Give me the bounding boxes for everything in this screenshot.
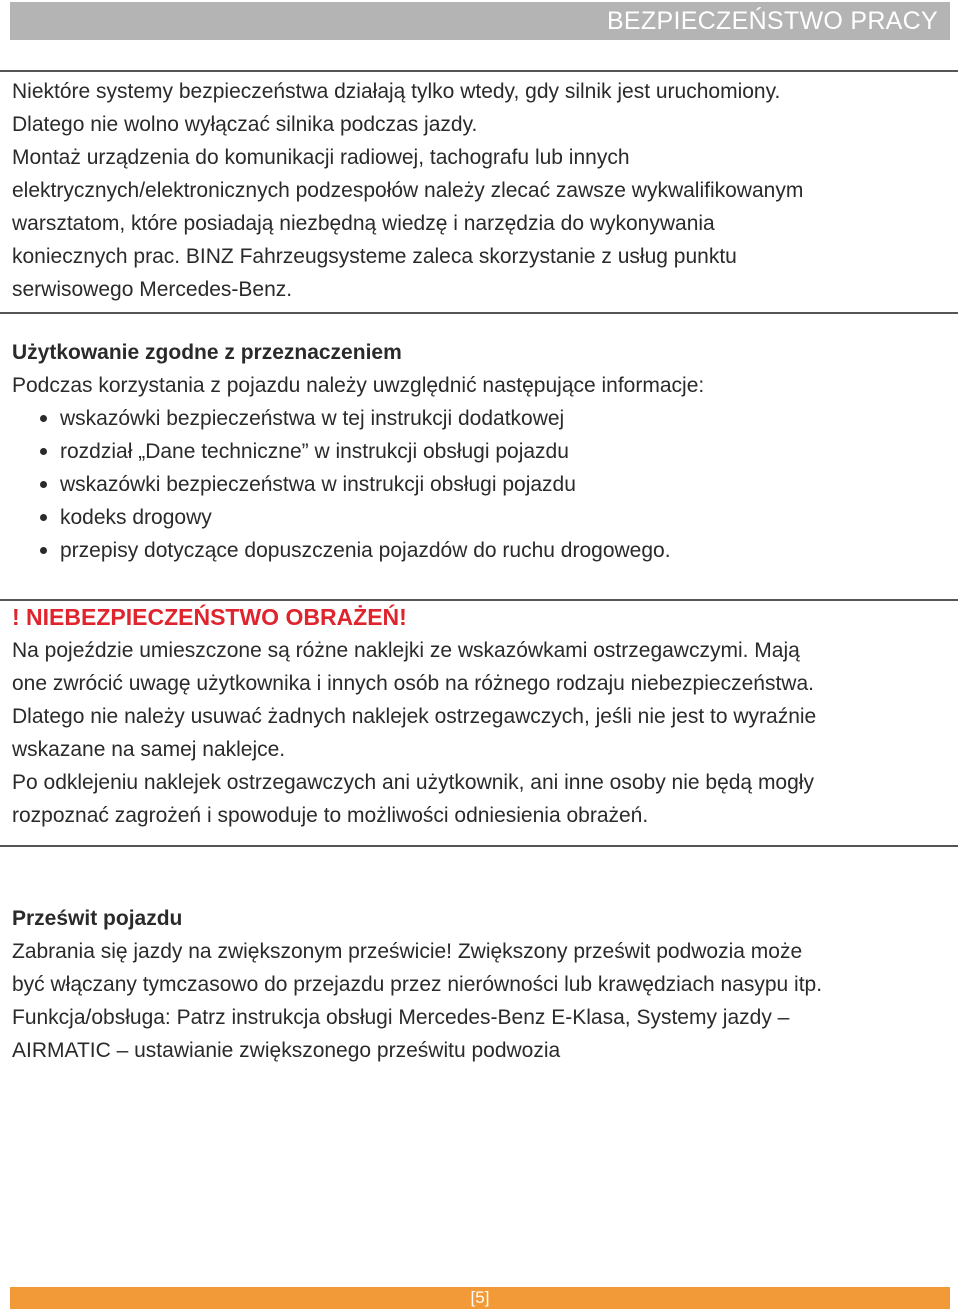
text-line: serwisowego Mercedes-Benz.	[12, 278, 293, 301]
danger-text	[0, 634, 958, 832]
list-item	[12, 501, 952, 534]
text-line: Zabrania się jazdy na zwiększonym prześwicie! Zwiększony prześwit podwozia może	[12, 940, 803, 963]
list-item-label: przepisy dotyczące dopuszczenia pojazdów do ruchu drogowego.	[60, 539, 671, 562]
engine-notice-text	[0, 72, 958, 306]
text-line: wskazane na samej naklejce.	[12, 738, 286, 761]
footer-bar	[10, 1287, 950, 1309]
text-line: koniecznych prac. BINZ Fahrzeugsysteme zaleca skorzystanie z usług punktu	[12, 245, 737, 268]
text-line: Dlatego nie wolno wyłączać silnika podczas jazdy.	[12, 113, 478, 136]
intended-use-section	[12, 336, 952, 567]
text-line: one zwrócić uwagę użytkownika i innych osób na różnego rodzaju niebezpieczeństwa.	[12, 672, 814, 695]
list-item-label: wskazówki bezpieczeństwa w instrukcji obsługi pojazdu	[60, 473, 576, 496]
bullet-icon	[40, 481, 47, 488]
bullet-icon	[40, 514, 47, 521]
header-bar	[10, 2, 950, 40]
text-line: Funkcja/obsługa: Patrz instrukcja obsługi Mercedes-Benz E-Klasa, Systemy jazdy –	[12, 1006, 790, 1029]
bullet-icon	[40, 415, 47, 422]
bullet-icon	[40, 547, 47, 554]
list-item	[12, 435, 952, 468]
list-item	[12, 402, 952, 435]
text-line: Niektóre systemy bezpieczeństwa działają tylko wtedy, gdy silnik jest uruchomiony.	[12, 80, 781, 103]
list-item-label: rozdział „Dane techniczne” w instrukcji obsługi pojazdu	[60, 440, 569, 463]
text-line: być włączany tymczasowo do przejazdu przez nierówności lub krawędziach nasypu itp.	[12, 973, 823, 996]
text-line: Montaż urządzenia do komunikacji radiowej, tachografu lub innych	[12, 146, 630, 169]
text-line: AIRMATIC – ustawianie zwiększonego prześwitu podwozia	[12, 1039, 561, 1062]
text-line: rozpoznać zagrożeń i spowoduje to możliwości odniesienia obrażeń.	[12, 804, 649, 827]
text-line: elektrycznych/elektronicznych podzespołów należy zlecać zawsze wykwalifikowanym	[12, 179, 804, 202]
ground-clearance-section	[12, 902, 952, 1067]
text-line: warsztatom, które posiadają niezbędną wiedzę i narzędzia do wykonywania	[12, 212, 715, 235]
section-heading: Użytkowanie zgodne z przeznaczeniem	[12, 341, 402, 364]
text-line: Po odklejeniu naklejek ostrzegawczych ani użytkownik, ani inne osoby nie będą mogły	[12, 771, 814, 794]
list-item-label: wskazówki bezpieczeństwa w tej instrukcji dodatkowej	[60, 407, 565, 430]
intro-text: Podczas korzystania z pojazdu należy uwzględnić następujące informacje:	[12, 374, 705, 397]
page-title: BEZPIECZEŃSTWO PRACY	[606, 7, 938, 35]
list-item	[12, 468, 952, 501]
bullet-icon	[40, 448, 47, 455]
page-number: [5]	[470, 1288, 490, 1307]
section-heading: Prześwit pojazdu	[12, 907, 183, 930]
danger-warning-box	[0, 599, 958, 847]
text-line: Na pojeździe umieszczone są różne naklejki ze wskazówkami ostrzegawczymi. Mają	[12, 639, 800, 662]
bullet-list	[12, 402, 952, 567]
danger-heading: ! NIEBEZPIECZEŃSTWO OBRAŻEŃ!	[12, 604, 407, 630]
list-item	[12, 534, 952, 567]
engine-notice-box	[0, 70, 958, 314]
text-line: Dlatego nie należy usuwać żadnych naklejek ostrzegawczych, jeśli nie jest to wyraźnie	[12, 705, 817, 728]
list-item-label: kodeks drogowy	[60, 506, 212, 529]
